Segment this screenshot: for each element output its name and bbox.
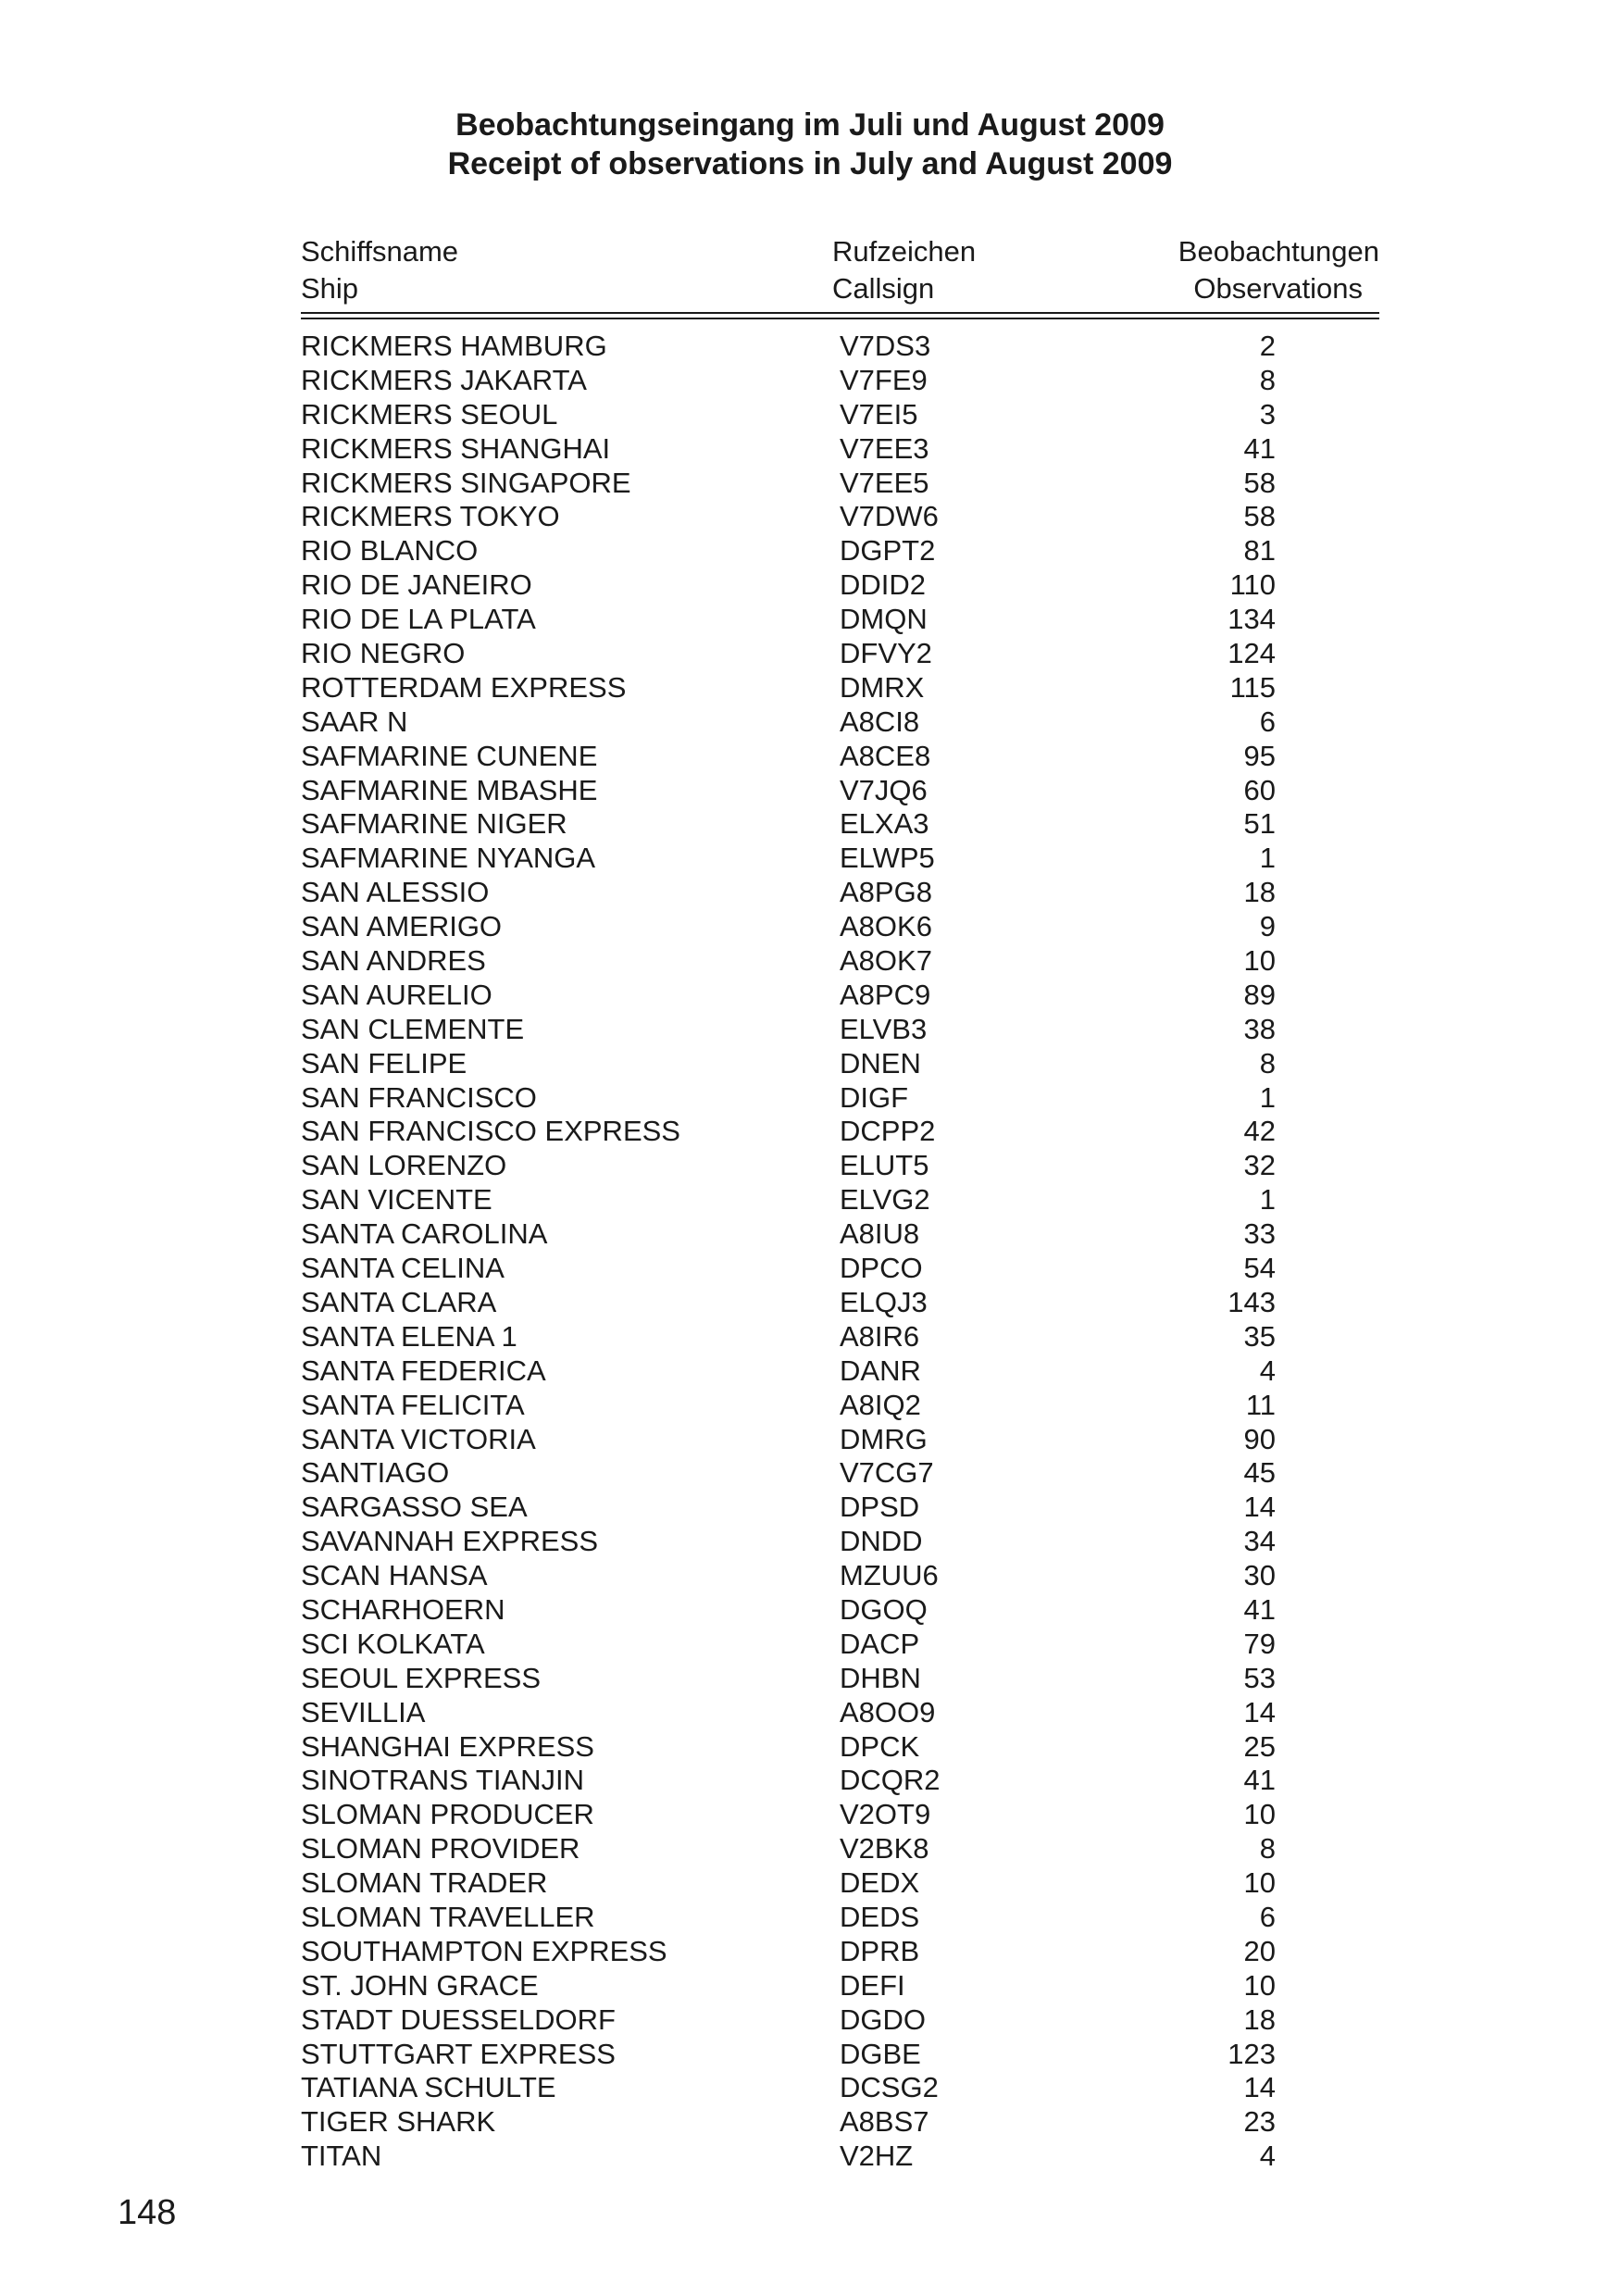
callsign-cell: DNDD — [840, 1525, 923, 1558]
ship-name-cell: SAAR N — [301, 705, 408, 738]
table-row — [301, 1901, 1379, 1935]
ship-name-cell: SOUTHAMPTON EXPRESS — [301, 1934, 667, 1967]
table-row — [301, 807, 1379, 842]
observations-cell: 4 — [1259, 1354, 1276, 1387]
observations-cell: 89 — [1243, 978, 1276, 1011]
callsign-cell: DMRG — [840, 1422, 928, 1455]
table-row — [301, 1013, 1379, 1047]
table-row — [301, 944, 1379, 979]
observations-cell: 10 — [1243, 1798, 1276, 1831]
ship-name-cell: RIO NEGRO — [301, 637, 466, 670]
ship-name-cell: SAFMARINE MBASHE — [301, 773, 598, 806]
observations-cell: 90 — [1243, 1422, 1276, 1455]
callsign-cell: V7JQ6 — [840, 773, 928, 806]
observations-cell: 35 — [1243, 1319, 1276, 1353]
ship-name-cell: RICKMERS HAMBURG — [301, 330, 607, 362]
ship-name-cell: SANTA FEDERICA — [301, 1354, 546, 1387]
ship-name-cell: SAN LORENZO — [301, 1149, 507, 1182]
ship-name-cell: RICKMERS SHANGHAI — [301, 431, 611, 465]
observations-cell: 8 — [1259, 1832, 1276, 1866]
ship-name-cell: TITAN — [301, 2140, 382, 2173]
observations-cell: 14 — [1243, 1695, 1276, 1728]
ship-name-cell: SAFMARINE NIGER — [301, 807, 567, 841]
table-row — [301, 1252, 1379, 1286]
table-row — [301, 500, 1379, 534]
ship-name-cell: SCHARHOERN — [301, 1592, 505, 1626]
callsign-cell: V7EI5 — [840, 397, 918, 430]
observations-cell: 9 — [1259, 910, 1276, 943]
table-row — [301, 1798, 1379, 1832]
callsign-cell: ELWP5 — [840, 842, 935, 875]
table-header-row-german — [301, 233, 1379, 270]
callsign-cell: DHBN — [840, 1661, 921, 1694]
observations-cell: 41 — [1243, 1764, 1276, 1797]
table-row — [301, 603, 1379, 637]
table-row — [301, 1969, 1379, 2003]
observations-cell: 11 — [1245, 1388, 1276, 1421]
header-observations-de: Beobachtungen — [1178, 235, 1379, 268]
ship-name-cell: SLOMAN TRADER — [301, 1866, 548, 1900]
observations-cell: 58 — [1243, 500, 1276, 533]
callsign-cell: ELVG2 — [840, 1183, 930, 1217]
table-row — [301, 568, 1379, 603]
observations-cell: 38 — [1243, 1012, 1276, 1045]
observations-cell: 1 — [1259, 1183, 1276, 1217]
ship-name-cell: SAN AMERIGO — [301, 910, 503, 943]
callsign-cell: A8CE8 — [840, 739, 931, 772]
observations-cell: 14 — [1243, 2071, 1276, 2104]
ship-name-cell: SANTA CLARA — [301, 1285, 497, 1318]
header-divider-top — [301, 312, 1379, 314]
observations-cell: 134 — [1227, 603, 1276, 636]
callsign-cell: A8BS7 — [840, 2105, 929, 2139]
table-row — [301, 1491, 1379, 1525]
table-row — [301, 1866, 1379, 1901]
observations-cell: 124 — [1227, 637, 1276, 670]
table-row — [301, 1286, 1379, 1320]
callsign-cell: DGPT2 — [840, 534, 936, 568]
ship-name-cell: RICKMERS SEOUL — [301, 397, 558, 430]
callsign-cell: ELUT5 — [840, 1149, 929, 1182]
callsign-cell: DPSD — [840, 1491, 920, 1524]
callsign-cell: DEFI — [840, 1968, 905, 2002]
ship-name-cell: RICKMERS JAKARTA — [301, 363, 587, 396]
observations-cell: 23 — [1243, 2105, 1276, 2139]
callsign-cell: A8IR6 — [840, 1319, 920, 1353]
table-row — [301, 1832, 1379, 1866]
callsign-cell: A8PC9 — [840, 978, 931, 1011]
observations-cell: 143 — [1227, 1285, 1276, 1318]
table-row — [301, 2140, 1379, 2174]
table-row — [301, 1389, 1379, 1423]
table-row — [301, 637, 1379, 671]
callsign-cell: DPCK — [840, 1729, 920, 1763]
callsign-cell: V7DS3 — [840, 330, 931, 362]
table-row — [301, 1320, 1379, 1354]
table-row — [301, 1354, 1379, 1389]
table-row — [301, 330, 1379, 364]
ship-name-cell: SLOMAN PRODUCER — [301, 1798, 594, 1831]
table-row — [301, 1081, 1379, 1116]
table-row — [301, 1047, 1379, 1081]
observations-cell: 8 — [1259, 1046, 1276, 1079]
ship-name-cell: STUTTGART EXPRESS — [301, 2037, 616, 2070]
ship-name-cell: SLOMAN PROVIDER — [301, 1832, 580, 1866]
table-row — [301, 1217, 1379, 1252]
table-row — [301, 364, 1379, 398]
ship-name-cell: STADT DUESSELDORF — [301, 2003, 616, 2036]
table-row — [301, 740, 1379, 774]
ship-name-cell: SANTA ELENA 1 — [301, 1319, 517, 1353]
table-row — [301, 2105, 1379, 2140]
observations-cell: 14 — [1243, 1491, 1276, 1524]
ship-name-cell: SAN FELIPE — [301, 1046, 467, 1079]
callsign-cell: DACP — [840, 1627, 920, 1660]
header-divider-bottom — [301, 318, 1379, 319]
header-ship-name-de: Schiffsname — [301, 235, 459, 268]
callsign-cell: ELQJ3 — [840, 1285, 928, 1318]
callsign-cell: V7EE3 — [840, 431, 929, 465]
ship-name-cell: SAN VICENTE — [301, 1183, 492, 1217]
ship-name-cell: RIO DE LA PLATA — [301, 603, 536, 636]
callsign-cell: DANR — [840, 1354, 921, 1387]
callsign-cell: DGBE — [840, 2037, 921, 2070]
observations-cell: 3 — [1259, 397, 1276, 430]
ship-name-cell: SAFMARINE NYANGA — [301, 842, 596, 875]
table-body — [301, 330, 1379, 2174]
observations-cell: 45 — [1243, 1456, 1276, 1490]
observations-cell: 32 — [1243, 1149, 1276, 1182]
table-row — [301, 534, 1379, 568]
callsign-cell: A8OK7 — [840, 944, 932, 978]
callsign-cell: DCSG2 — [840, 2071, 939, 2104]
callsign-cell: DEDS — [840, 1900, 920, 1933]
observations-cell: 6 — [1259, 1900, 1276, 1933]
table-row — [301, 1696, 1379, 1730]
callsign-cell: A8IU8 — [840, 1217, 920, 1251]
ship-name-cell: SEVILLIA — [301, 1695, 426, 1728]
table-row — [301, 1423, 1379, 1457]
table-row — [301, 467, 1379, 501]
callsign-cell: DCQR2 — [840, 1764, 941, 1797]
callsign-cell: DMQN — [840, 603, 928, 636]
header-observations-en: Observations — [1193, 272, 1363, 305]
observations-cell: 18 — [1243, 876, 1276, 909]
ship-name-cell: TIGER SHARK — [301, 2105, 496, 2139]
callsign-cell: DEDX — [840, 1866, 920, 1900]
page-title-english: Receipt of observations in July and August 2009 — [447, 146, 1173, 181]
callsign-cell: V7EE5 — [840, 466, 929, 499]
table-row — [301, 2003, 1379, 2038]
observations-cell: 79 — [1243, 1627, 1276, 1660]
observations-cell: 8 — [1259, 363, 1276, 396]
table-row — [301, 774, 1379, 808]
observations-cell: 33 — [1243, 1217, 1276, 1251]
header-callsign-de: Rufzeichen — [832, 235, 977, 268]
callsign-cell: ELVB3 — [840, 1012, 928, 1045]
table-row — [301, 1525, 1379, 1559]
callsign-cell: V7FE9 — [840, 363, 928, 396]
ship-name-cell: SINOTRANS TIANJIN — [301, 1764, 585, 1797]
table-header-row-english — [301, 270, 1379, 307]
ship-name-cell: SAN ALESSIO — [301, 876, 490, 909]
ship-name-cell: RIO BLANCO — [301, 534, 479, 568]
callsign-cell: DGDO — [840, 2003, 926, 2036]
ship-name-cell: SAN CLEMENTE — [301, 1012, 525, 1045]
observations-cell: 30 — [1243, 1559, 1276, 1592]
observations-cell: 60 — [1243, 773, 1276, 806]
observations-cell: 10 — [1243, 944, 1276, 978]
ship-name-cell: SAN FRANCISCO — [301, 1080, 537, 1114]
observations-cell: 1 — [1259, 1080, 1276, 1114]
callsign-cell: DNEN — [840, 1046, 921, 1079]
observations-cell: 1 — [1259, 842, 1276, 875]
header-callsign-en: Callsign — [832, 272, 935, 305]
observations-table — [301, 233, 1379, 2173]
observations-cell: 115 — [1229, 670, 1276, 704]
table-row — [301, 671, 1379, 705]
callsign-cell: DPRB — [840, 1934, 920, 1967]
callsign-cell: DMRX — [840, 670, 925, 704]
callsign-cell: DGOQ — [840, 1592, 928, 1626]
table-row — [301, 2071, 1379, 2105]
callsign-cell: A8OK6 — [840, 910, 932, 943]
table-row — [301, 1149, 1379, 1183]
table-row — [301, 398, 1379, 432]
callsign-cell: DCPP2 — [840, 1115, 936, 1148]
ship-name-cell: SAVANNAH EXPRESS — [301, 1525, 599, 1558]
observations-cell: 58 — [1243, 466, 1276, 499]
table-row — [301, 876, 1379, 910]
observations-cell: 6 — [1259, 705, 1276, 738]
observations-cell: 34 — [1243, 1525, 1276, 1558]
ship-name-cell: ROTTERDAM EXPRESS — [301, 670, 627, 704]
callsign-cell: V2HZ — [840, 2140, 914, 2173]
table-row — [301, 979, 1379, 1013]
ship-name-cell: RIO DE JANEIRO — [301, 568, 532, 602]
table-row — [301, 1183, 1379, 1217]
callsign-cell: MZUU6 — [840, 1559, 939, 1592]
table-row — [301, 1593, 1379, 1628]
observations-cell: 41 — [1243, 431, 1276, 465]
page-number: 148 — [118, 2193, 177, 2232]
header-ship-name-en: Ship — [301, 272, 359, 305]
ship-name-cell: SCAN HANSA — [301, 1559, 488, 1592]
callsign-cell: DIGF — [840, 1080, 909, 1114]
callsign-cell: V2BK8 — [840, 1832, 929, 1866]
observations-cell: 123 — [1227, 2037, 1276, 2070]
observations-cell: 51 — [1243, 807, 1276, 841]
callsign-cell: A8CI8 — [840, 705, 920, 738]
observations-cell: 42 — [1243, 1115, 1276, 1148]
observations-cell: 110 — [1229, 568, 1276, 602]
observations-cell: 4 — [1259, 2140, 1276, 2173]
observations-cell: 81 — [1243, 534, 1276, 568]
ship-name-cell: SHANGHAI EXPRESS — [301, 1729, 594, 1763]
ship-name-cell: SANTA VICTORIA — [301, 1422, 536, 1455]
callsign-cell: ELXA3 — [840, 807, 929, 841]
ship-name-cell: SAN ANDRES — [301, 944, 486, 978]
ship-name-cell: SAFMARINE CUNENE — [301, 739, 598, 772]
observations-cell: 10 — [1243, 1866, 1276, 1900]
ship-name-cell: TATIANA SCHULTE — [301, 2071, 556, 2104]
callsign-cell: DPCO — [840, 1252, 923, 1285]
table-row — [301, 1115, 1379, 1149]
ship-name-cell: RICKMERS TOKYO — [301, 500, 560, 533]
ship-name-cell: RICKMERS SINGAPORE — [301, 466, 631, 499]
callsign-cell: A8OO9 — [840, 1695, 936, 1728]
ship-name-cell: SCI KOLKATA — [301, 1627, 485, 1660]
table-row — [301, 910, 1379, 944]
ship-name-cell: SEOUL EXPRESS — [301, 1661, 542, 1694]
callsign-cell: V7DW6 — [840, 500, 939, 533]
observations-cell: 10 — [1243, 1968, 1276, 2002]
observations-cell: 54 — [1243, 1252, 1276, 1285]
table-row — [301, 1730, 1379, 1765]
observations-cell: 95 — [1243, 739, 1276, 772]
table-row — [301, 1935, 1379, 1969]
callsign-cell: DFVY2 — [840, 637, 932, 670]
table-row — [301, 2038, 1379, 2072]
callsign-cell: DDID2 — [840, 568, 927, 602]
ship-name-cell: SANTA FELICITA — [301, 1388, 525, 1421]
table-row — [301, 1628, 1379, 1662]
table-row — [301, 842, 1379, 876]
table-row — [301, 1559, 1379, 1593]
ship-name-cell: SAN FRANCISCO EXPRESS — [301, 1115, 680, 1148]
ship-name-cell: SANTA CELINA — [301, 1252, 505, 1285]
callsign-cell: V2OT9 — [840, 1798, 931, 1831]
observations-cell: 18 — [1243, 2003, 1276, 2036]
table-row — [301, 705, 1379, 740]
callsign-cell: A8IQ2 — [840, 1388, 921, 1421]
ship-name-cell: SANTA CAROLINA — [301, 1217, 548, 1251]
ship-name-cell: SAN AURELIO — [301, 978, 492, 1011]
ship-name-cell: SARGASSO SEA — [301, 1491, 528, 1524]
callsign-cell: V7CG7 — [840, 1456, 934, 1490]
table-row — [301, 1662, 1379, 1696]
observations-cell: 25 — [1243, 1729, 1276, 1763]
observations-cell: 2 — [1259, 330, 1276, 362]
table-row — [301, 1764, 1379, 1798]
ship-name-cell: ST. JOHN GRACE — [301, 1968, 539, 2002]
page-title-german: Beobachtungseingang im Juli und August 2009 — [455, 107, 1165, 143]
observations-cell: 53 — [1243, 1661, 1276, 1694]
observations-cell: 41 — [1243, 1592, 1276, 1626]
callsign-cell: A8PG8 — [840, 876, 932, 909]
observations-cell: 20 — [1243, 1934, 1276, 1967]
table-row — [301, 432, 1379, 467]
table-row — [301, 1456, 1379, 1491]
ship-name-cell: SLOMAN TRAVELLER — [301, 1900, 595, 1933]
ship-name-cell: SANTIAGO — [301, 1456, 450, 1490]
